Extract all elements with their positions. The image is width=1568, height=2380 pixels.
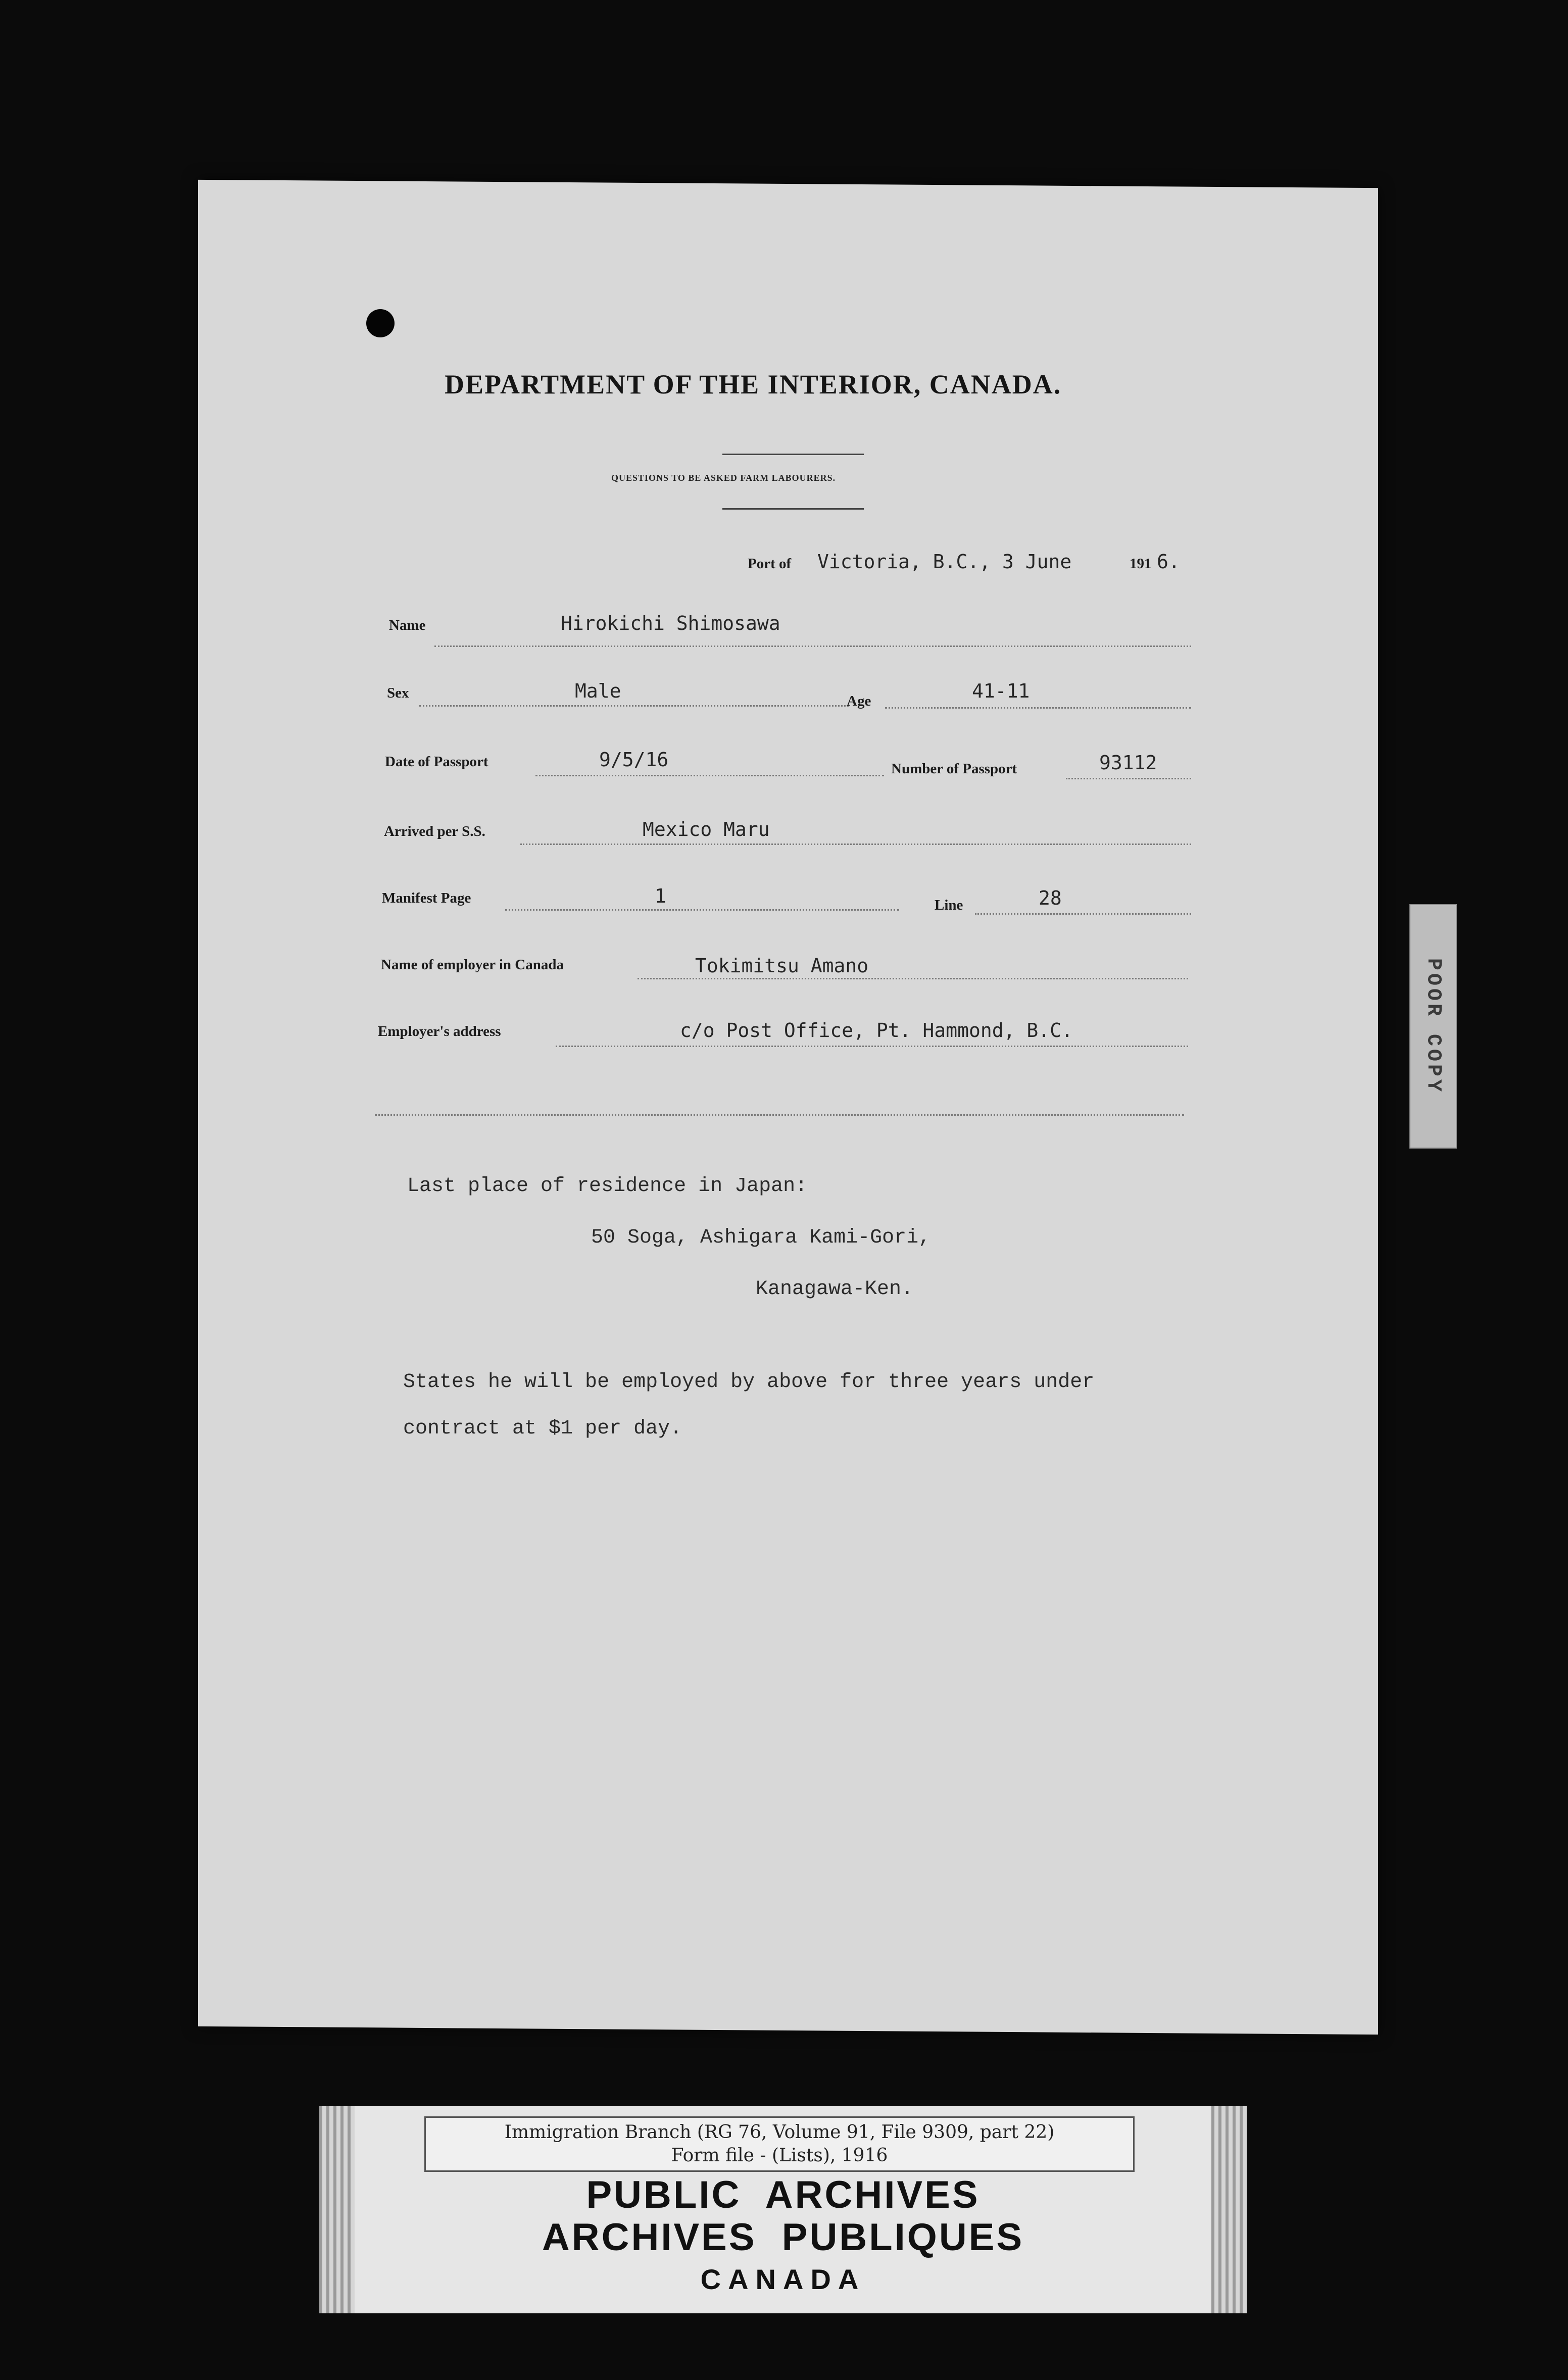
passport-number-dotted-line (1066, 778, 1191, 779)
title-rule-top (722, 454, 864, 455)
employer-address-label: Employer's address (378, 1023, 501, 1039)
manifest-page-value: 1 (655, 885, 666, 907)
employer-address-value: c/o Post Office, Pt. Hammond, B.C. (680, 1019, 1073, 1042)
employer-address-dotted-line (556, 1046, 1188, 1047)
sex-label: Sex (387, 685, 409, 701)
arrived-value: Mexico Maru (643, 818, 770, 840)
residence-line-2: Kanagawa-Ken. (756, 1278, 914, 1301)
passport-date-value: 9/5/16 (599, 749, 669, 771)
title-rule-bottom (722, 508, 864, 510)
employer-dotted-line (638, 978, 1188, 979)
year-suffix: 6. (1157, 551, 1180, 573)
age-value: 41-11 (972, 680, 1030, 702)
department-heading: DEPARTMENT OF THE INTERIOR, CANADA. (445, 369, 1062, 400)
age-label: Age (847, 693, 871, 709)
port-value: Victoria, B.C., 3 June (817, 551, 1072, 573)
reference-line-1: Immigration Branch (RG 76, Volume 91, File 9309, part 22) (504, 2122, 1055, 2143)
residence-heading: Last place of residence in Japan: (407, 1175, 808, 1198)
name-dotted-line (434, 646, 1191, 647)
extra-dotted-line (375, 1114, 1184, 1116)
line-dotted-line (975, 913, 1191, 915)
archives-country: CANADA (700, 2263, 866, 2295)
residence-line-1: 50 Soga, Ashigara Kami-Gori, (591, 1226, 931, 1249)
poor-copy-stamp (1409, 904, 1457, 1149)
passport-date-label: Date of Passport (385, 754, 488, 770)
passport-date-dotted-line (535, 775, 884, 776)
archive-reference-box (424, 2116, 1135, 2172)
archives-title-french: ARCHIVES PUBLIQUES (542, 2216, 1024, 2259)
punch-hole (366, 309, 395, 337)
employer-label: Name of employer in Canada (381, 957, 564, 973)
archive-label-card (319, 2106, 1247, 2313)
port-label: Port of (748, 556, 792, 572)
document-page (198, 180, 1378, 2035)
arrived-label: Arrived per S.S. (384, 823, 485, 839)
poor-copy-text: POOR COPY (1422, 958, 1445, 1095)
passport-number-value: 93112 (1099, 752, 1157, 774)
sex-dotted-line (419, 705, 849, 707)
name-value: Hirokichi Shimosawa (561, 612, 780, 634)
age-dotted-line (885, 707, 1191, 709)
line-label: Line (935, 897, 963, 913)
line-value: 28 (1039, 887, 1062, 909)
form-subtitle: QUESTIONS TO BE ASKED FARM LABOURERS. (611, 473, 836, 483)
name-label: Name (389, 617, 426, 633)
archives-title-english: PUBLIC ARCHIVES (586, 2173, 980, 2216)
statement-line-2: contract at $1 per day. (403, 1417, 682, 1440)
sex-value: Male (575, 680, 621, 702)
manifest-page-label: Manifest Page (382, 890, 471, 906)
employer-value: Tokimitsu Amano (695, 955, 869, 977)
arrived-dotted-line (520, 844, 1191, 845)
manifest-page-dotted-line (505, 909, 899, 911)
reference-line-2: Form file - (Lists), 1916 (671, 2145, 888, 2166)
passport-number-label: Number of Passport (891, 761, 1017, 777)
statement-line-1: States he will be employed by above for three years under (403, 1371, 1095, 1394)
year-prefix: 191 (1130, 556, 1152, 572)
